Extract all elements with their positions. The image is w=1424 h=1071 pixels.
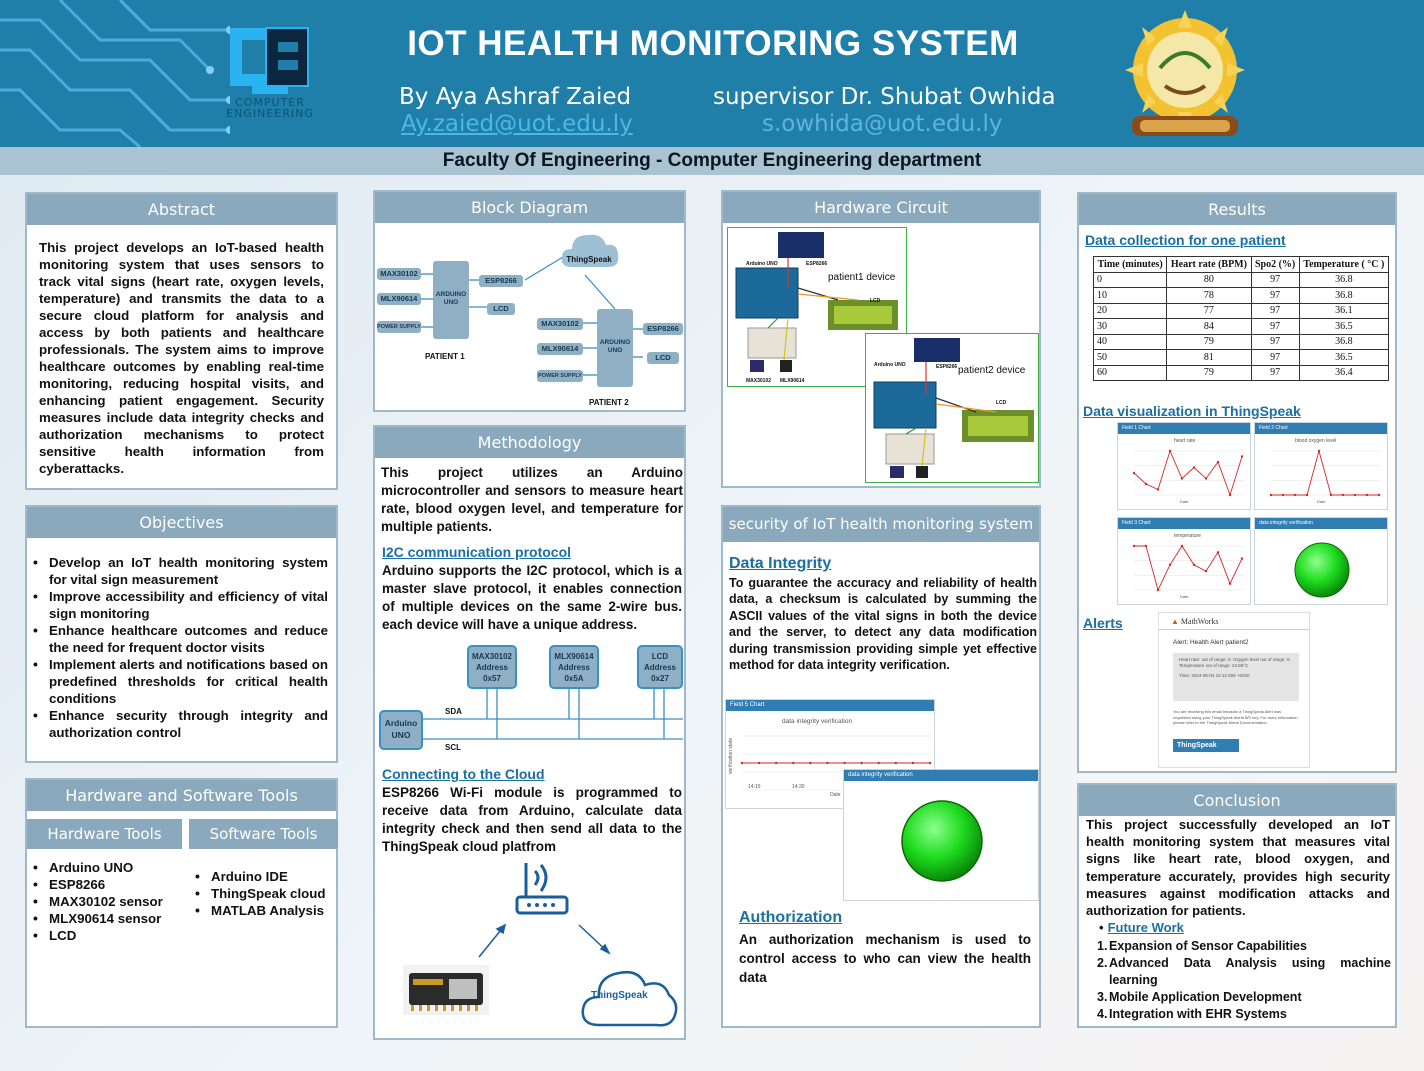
oxygen-line xyxy=(1265,445,1383,501)
data-point xyxy=(878,762,880,764)
tools-heading: Hardware and Software Tools xyxy=(27,780,336,811)
methodology-heading: Methodology xyxy=(375,427,684,458)
temperature-chart xyxy=(1117,517,1251,605)
arduino-label: Arduino UNO xyxy=(746,261,778,267)
data-point xyxy=(758,762,760,764)
list-item: • ThingSpeak cloud xyxy=(193,885,338,902)
p2-esp8266-block: ESP8266 xyxy=(643,323,683,335)
chart-header: Field 2 Chart xyxy=(1255,423,1387,434)
data-point xyxy=(1133,545,1135,547)
table-cell: 84 xyxy=(1167,319,1251,335)
list-item: 4. Integration with EHR Systems xyxy=(1097,1007,1287,1021)
device-name: MLX90614 xyxy=(554,652,594,661)
author-email-link[interactable]: Ay.zaied@uot.edu.ly xyxy=(401,111,633,137)
patient2-label: PATIENT 2 xyxy=(589,398,629,407)
i2c-section-text: Arduino supports the I2C protocol, which is a master slave protocol, it enables connection of multiple devices on the same 2-wire bus. each device will have a unique address. xyxy=(382,563,682,632)
patient2-device-label: patient2 device xyxy=(958,365,1026,376)
future-item: Advanced Data Analysis using machine learning xyxy=(1109,956,1391,987)
data-point xyxy=(1193,466,1195,468)
future-work-heading xyxy=(1099,920,1184,935)
block-diagram-heading: Block Diagram xyxy=(375,192,684,223)
series-line xyxy=(1271,451,1379,495)
future-work-title: Future Work xyxy=(1107,920,1184,935)
green-status-lamp-icon xyxy=(1287,532,1357,602)
table-row xyxy=(1094,334,1389,350)
cloud-section-text: ESP8266 Wi-Fi module is programmed to receive data from Arduino, calculate data integrity check and then send all data to the ThingSpeak cloud platfrom xyxy=(382,785,682,854)
chart-header: Field 3 Chart xyxy=(1118,518,1250,529)
table-cell: 36.8 xyxy=(1299,288,1388,304)
table-cell: 36.5 xyxy=(1299,319,1388,335)
data-integrity-text: To guarantee the accuracy and reliability of health data, a checksum is calculated by summing the ASCII values of the vital signs in both the device and the server, to detect any data modification during transmission providing simple yet effective method for data integrity verification. xyxy=(729,576,1037,673)
alert-message-box xyxy=(1173,653,1299,701)
p1-mlx90614-block: MLX90614 xyxy=(377,293,421,305)
results-panel xyxy=(1077,192,1397,773)
series-line xyxy=(1134,546,1242,590)
list-item: • Arduino IDE xyxy=(193,868,338,885)
patient2-circuit-drawing xyxy=(866,334,1040,484)
table-cell: 20 xyxy=(1094,303,1167,319)
hardware-tools-heading: Hardware Tools xyxy=(27,819,182,849)
conclusion-text: This project successfully developed an IoT health monitoring system that measures vital signs like heart rate, blood oxygen, and temperature accurately, provides high security measures against modification attacks and authorization for patients. xyxy=(1086,817,1390,919)
table-title: Data collection for one patient xyxy=(1085,232,1286,248)
list-item: • Improve accessibility and efficiency of vital sign monitoring xyxy=(31,588,328,622)
max-label: MAX30102 xyxy=(746,378,772,384)
column-header: Temperature ( °C ) xyxy=(1299,257,1388,273)
security-panel xyxy=(721,505,1041,1028)
p2-lcd-block: LCD xyxy=(647,352,679,364)
device-address-label: Address xyxy=(643,663,676,672)
data-point xyxy=(1145,545,1147,547)
table-cell: 40 xyxy=(1094,334,1167,350)
data-point xyxy=(1217,551,1219,553)
data-point xyxy=(1169,450,1171,452)
list-item: • Arduino UNO xyxy=(31,859,181,876)
data-point xyxy=(775,762,777,764)
data-point xyxy=(1282,494,1284,496)
table-cell: 97 xyxy=(1251,334,1299,350)
p1-lcd-block: LCD xyxy=(487,303,515,315)
list-item: • MATLAB Analysis xyxy=(193,902,338,919)
alert-email xyxy=(1158,612,1310,768)
chart-x-label: Date xyxy=(1180,499,1189,504)
data-point xyxy=(1157,589,1159,591)
mathworks-logo xyxy=(1171,617,1219,626)
chart-header: Field 5 Chart xyxy=(726,700,934,711)
data-integrity-title: Data Integrity xyxy=(729,555,832,572)
p2-mlx90614-block: MLX90614 xyxy=(537,343,583,355)
table-cell: 36.1 xyxy=(1299,303,1388,319)
data-point xyxy=(1193,564,1195,566)
scl-label: SCL xyxy=(445,743,461,752)
table-row xyxy=(1094,365,1389,381)
chart-title: blood oxygen level xyxy=(1295,438,1337,444)
cloud-section-title: Connecting to the Cloud xyxy=(382,766,545,782)
table-cell: 97 xyxy=(1251,319,1299,335)
results-heading: Results xyxy=(1079,194,1395,225)
university-seal-icon xyxy=(1120,8,1250,140)
table-cell: 79 xyxy=(1167,334,1251,350)
future-work-list xyxy=(1097,938,1391,1023)
data-point xyxy=(860,762,862,764)
methodology-intro: This project utilizes an Arduino microcontroller and sensors to measure heart rate, blood oxygen level, and temperature for multiple patients. xyxy=(381,465,683,534)
objectives-list xyxy=(27,538,336,741)
mathworks-icon: ▲ xyxy=(1171,617,1179,626)
conclusion-heading: Conclusion xyxy=(1079,785,1395,816)
list-item: • ESP8266 xyxy=(31,876,181,893)
poster-header xyxy=(0,0,1424,147)
table-cell: 79 xyxy=(1167,365,1251,381)
widget-header: data integrity verification xyxy=(844,770,1038,781)
methodology-panel xyxy=(373,425,686,1040)
device-address-label: Address xyxy=(557,663,590,672)
cloud-icon xyxy=(558,229,622,271)
table-row xyxy=(1094,319,1389,335)
list-item: • Develop an IoT health monitoring system for vital sign measurement xyxy=(31,554,328,588)
i2c-lcd-device xyxy=(637,645,683,689)
device-name: LCD xyxy=(651,652,669,661)
hardware-circuit-panel xyxy=(721,190,1041,488)
data-point xyxy=(826,762,828,764)
chart-x-label: Date xyxy=(1180,594,1189,599)
table-cell: 97 xyxy=(1251,288,1299,304)
series-line xyxy=(1134,451,1242,495)
list-item: 2. Advanced Data Analysis using machine learning xyxy=(1097,956,1391,987)
bullet: • xyxy=(1099,920,1104,935)
data-point xyxy=(741,762,743,764)
circuit-lines-decoration xyxy=(0,0,230,147)
p2-max30102-block: MAX30102 xyxy=(537,318,583,330)
authorization-text: An authorization mechanism is used to control access to who can view the health data xyxy=(739,932,1031,985)
table-row xyxy=(1094,303,1389,319)
data-point xyxy=(1181,477,1183,479)
hardware-tools-list xyxy=(31,859,181,944)
visualization-title: Data visualization in ThingSpeak xyxy=(1083,403,1301,419)
column-header: Time (minutes) xyxy=(1094,257,1167,273)
chart-title: heart rate xyxy=(1174,438,1196,444)
table-row xyxy=(1094,350,1389,366)
i2c-mlx90614-device xyxy=(549,645,599,689)
p2-arduino-block: ARDUINO UNO xyxy=(597,309,633,387)
device-address: 0x5A xyxy=(564,674,584,683)
table-cell: 0 xyxy=(1094,272,1167,288)
chart-title: data integrity verification xyxy=(782,718,853,725)
department-banner: Faculty Of Engineering - Computer Engineering department xyxy=(0,147,1424,175)
hardware-circuit-heading: Hardware Circuit xyxy=(723,192,1039,223)
future-item: Integration with EHR Systems xyxy=(1109,1007,1287,1021)
objectives-heading: Objectives xyxy=(27,507,336,538)
data-point xyxy=(1294,494,1296,496)
results-lamp-widget xyxy=(1254,517,1388,605)
table-cell: 81 xyxy=(1167,350,1251,366)
arduino-label: Arduino UNO xyxy=(874,362,906,368)
data-point xyxy=(912,762,914,764)
list-item: • MAX30102 sensor xyxy=(31,893,181,910)
data-point xyxy=(1270,494,1272,496)
heart-rate-line xyxy=(1128,445,1246,501)
data-point xyxy=(843,762,845,764)
table-cell: 30 xyxy=(1094,319,1167,335)
mlx-label: MLX90614 xyxy=(780,378,805,384)
heart-rate-chart xyxy=(1117,422,1251,510)
supervisor-email-link[interactable]: s.owhida@uot.edu.ly xyxy=(762,111,1003,137)
table-cell: 97 xyxy=(1251,365,1299,381)
abstract-heading: Abstract xyxy=(27,194,336,225)
p2-power-supply-block: POWER SUPPLY xyxy=(537,370,583,382)
mathworks-label: MathWorks xyxy=(1180,617,1219,626)
table-cell: 50 xyxy=(1094,350,1167,366)
temperature-line xyxy=(1128,540,1246,596)
table-cell: 10 xyxy=(1094,288,1167,304)
esp-label: ESP8266 xyxy=(806,261,828,267)
software-tools-heading: Software Tools xyxy=(189,819,338,849)
list-item: 3. Mobile Application Development xyxy=(1097,990,1302,1004)
device-name: MAX30102 xyxy=(471,652,513,661)
block-diagram-panel xyxy=(373,190,686,412)
column-header: Heart rate (BPM) xyxy=(1167,257,1251,273)
list-item: 1. Expansion of Sensor Capabilities xyxy=(1097,939,1307,953)
supervisor-name: supervisor Dr. Shubat Owhida xyxy=(713,84,1056,110)
thingspeak-logo-text: ThingSpeak xyxy=(591,990,648,1001)
data-point xyxy=(1241,557,1243,559)
column-header: Spo2 (%) xyxy=(1251,257,1299,273)
data-point xyxy=(1157,488,1159,490)
alert-time: Time: 2024-06-04 15:12:459 +0200 xyxy=(1179,673,1250,678)
chart-title: temperature xyxy=(1174,533,1201,539)
data-point xyxy=(1318,450,1320,452)
table-cell: 36.4 xyxy=(1299,365,1388,381)
i2c-bus-diagram xyxy=(379,642,683,757)
table-cell: 80 xyxy=(1167,272,1251,288)
tools-panel xyxy=(25,778,338,1028)
esp-label: ESP8266 xyxy=(936,364,958,370)
green-status-lamp-icon xyxy=(887,786,997,896)
list-item: • Enhance healthcare outcomes and reduce the need for frequent doctor visits xyxy=(31,622,328,656)
author-name: By Aya Ashraf Zaied xyxy=(399,84,632,110)
data-point xyxy=(1241,455,1243,457)
poster-title: IOT HEALTH MONITORING SYSTEM xyxy=(407,24,1019,63)
diagram-connectors xyxy=(375,225,684,410)
lcd-label: LCD xyxy=(996,400,1007,406)
p1-power-supply-block: POWER SUPPLY xyxy=(377,321,421,333)
data-point xyxy=(809,762,811,764)
device-address: 0x27 xyxy=(651,674,669,683)
list-item: • Enhance security through integrity and authorization control xyxy=(31,707,328,741)
table-cell: 78 xyxy=(1167,288,1251,304)
i2c-section-title: I2C communication protocol xyxy=(382,544,572,560)
future-item: Mobile Application Development xyxy=(1109,990,1302,1004)
table-cell: 36.8 xyxy=(1299,334,1388,350)
data-point xyxy=(1306,494,1308,496)
table-cell: 97 xyxy=(1251,350,1299,366)
p1-esp8266-block: ESP8266 xyxy=(479,275,523,287)
x-tick-label: 14:30 xyxy=(792,784,805,790)
patient2-circuit xyxy=(865,333,1039,483)
data-point xyxy=(1330,494,1332,496)
data-point xyxy=(1229,494,1231,496)
data-point xyxy=(1133,472,1135,474)
table-cell: 97 xyxy=(1251,303,1299,319)
i2c-max30102-device xyxy=(467,645,517,689)
alert-footer: You are receiving this email because a ThingSpeak Alert was requested using your ThingSpeak Alerts API key. For more information please refer to the ThingSpeak Alerts Documentation. xyxy=(1173,709,1298,725)
logo-text: COMPUTER ENGINEERING xyxy=(226,96,314,120)
widget-header: data integrity verification xyxy=(1255,518,1387,529)
block-diagram xyxy=(375,225,684,410)
thingspeak-alert-logo: ThingSpeak xyxy=(1173,739,1239,752)
data-point xyxy=(1342,494,1344,496)
integrity-lamp-widget xyxy=(843,769,1039,901)
alert-subject: Alert: Health Alert patient2 xyxy=(1173,639,1249,646)
table-cell: 60 xyxy=(1094,365,1167,381)
data-point xyxy=(1181,545,1183,547)
data-point xyxy=(1354,494,1356,496)
objectives-panel xyxy=(25,505,338,763)
lcd-label: LCD xyxy=(870,298,881,304)
abstract-text: This project develops an IoT-based health monitoring system that uses sensors to track vital signs (heart rate, oxygen levels, temperature) and transmits the data to a secure cloud platform for analysis and access by both patients and healthcare professionals. The system aims to improve healthcare outcomes by enabling real-time monitoring, reducing hospital visits, and enhancing patient engagement. Security measures include data integrity checks and authorization mechanisms to protect sensitive health information from cyberattacks. xyxy=(39,240,324,476)
patient1-label: PATIENT 1 xyxy=(425,352,465,361)
p1-arduino-block: ARDUINO UNO xyxy=(433,261,469,339)
data-point xyxy=(1366,494,1368,496)
abstract-panel xyxy=(25,192,338,490)
device-address: 0x57 xyxy=(483,674,501,683)
data-point xyxy=(1205,570,1207,572)
data-point xyxy=(1145,483,1147,485)
table-row xyxy=(1094,272,1389,288)
chart-y-label: verification state xyxy=(728,737,734,774)
table-row xyxy=(1094,288,1389,304)
authorization-title: Authorization xyxy=(739,909,843,926)
cloud-label: ThingSpeak xyxy=(566,255,612,264)
router-icon xyxy=(511,857,575,927)
data-point xyxy=(792,762,794,764)
data-point xyxy=(929,762,931,764)
p1-max30102-block: MAX30102 xyxy=(377,268,421,280)
data-point xyxy=(1378,494,1380,496)
data-point xyxy=(1169,564,1171,566)
list-item: • Implement alerts and notifications based on predefined thresholds for critical health conditions xyxy=(31,656,328,707)
patient1-device-label: patient1 device xyxy=(828,272,896,283)
chart-x-label: Date xyxy=(830,792,841,798)
chart-x-label: Date xyxy=(1317,499,1326,504)
data-flow-arrows xyxy=(475,921,675,961)
alert-body: Heart rate: out of range: 0. Oxygen level out of range: 0. Temperature out of range: 24.59°C xyxy=(1179,657,1291,668)
alerts-title: Alerts xyxy=(1083,615,1123,631)
data-point xyxy=(1217,461,1219,463)
table-cell: 97 xyxy=(1251,272,1299,288)
esp8266-board-icon xyxy=(403,965,489,1015)
device-address-label: Address xyxy=(475,663,508,672)
list-item: • LCD xyxy=(31,927,181,944)
conclusion-panel xyxy=(1077,783,1397,1028)
table-cell: 77 xyxy=(1167,303,1251,319)
divider xyxy=(1159,629,1309,630)
software-tools-list xyxy=(193,868,338,919)
future-item: Expansion of Sensor Capabilities xyxy=(1109,939,1307,953)
table-cell: 36.8 xyxy=(1299,272,1388,288)
i2c-arduino-block: Arduino UNO xyxy=(379,710,423,750)
data-point xyxy=(895,762,897,764)
data-point xyxy=(1205,477,1207,479)
sda-label: SDA xyxy=(445,707,462,716)
data-point xyxy=(1229,583,1231,585)
chart-header: Field 1 Chart xyxy=(1118,423,1250,434)
list-item: • MLX90614 sensor xyxy=(31,910,181,927)
results-table xyxy=(1093,256,1389,381)
x-tick-label: 14:15 xyxy=(748,784,761,790)
security-heading: security of IoT health monitoring system xyxy=(723,507,1039,542)
table-cell: 36.5 xyxy=(1299,350,1388,366)
oxygen-chart xyxy=(1254,422,1388,510)
